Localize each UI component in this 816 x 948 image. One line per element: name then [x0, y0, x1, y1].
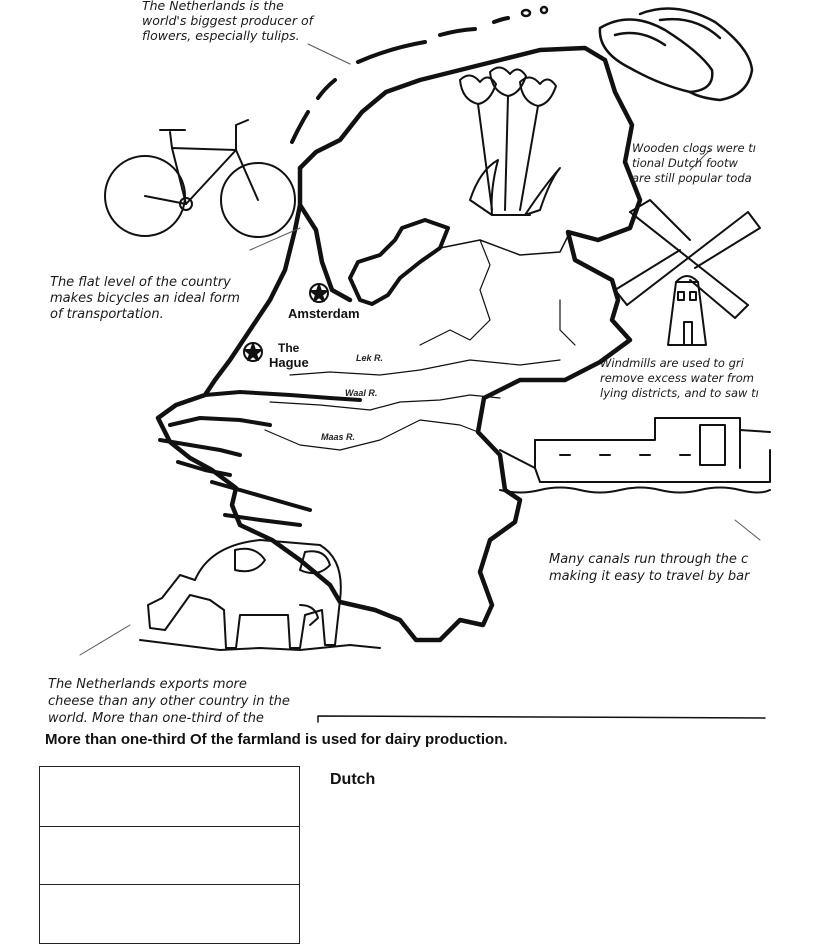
windmills-caption — [600, 356, 759, 401]
farmland-statement: More than one-third Of the farmland is used for dairy production. — [45, 731, 508, 748]
cheese-caption — [48, 676, 290, 727]
flowers-line-3: flowers, especially tulips. — [142, 28, 300, 43]
flowers-line-2: world's biggest producer of — [142, 13, 313, 28]
windmills-line-3: lying districts, and to saw tı — [600, 386, 759, 400]
lek-river-label: Lek R. — [356, 353, 384, 363]
ijsselmeer — [350, 220, 448, 304]
clogs-line-1: Wooden clogs were tı — [632, 141, 756, 155]
tulips-drawing — [460, 67, 560, 215]
bicycles-line-3: of transportation. — [50, 307, 164, 322]
bicycles-caption — [50, 275, 240, 323]
canals-caption — [549, 551, 749, 585]
canals-line-1: Many canals run through the c — [549, 552, 749, 567]
windmill-drawing — [615, 200, 760, 345]
bicycles-line-2: makes bicycles an ideal form — [50, 291, 240, 306]
clogs-line-3: are still popular toda — [632, 171, 752, 185]
wadden-islands — [292, 7, 547, 142]
bicycles-line-1: The flat level of the country — [50, 275, 231, 290]
waal-river-label: Waal R. — [345, 388, 378, 398]
the-hague-label-line-2: Hague — [269, 355, 309, 370]
maas-river-label: Maas R. — [321, 432, 356, 442]
clogs-line-2: tional Dutch footw — [632, 156, 738, 170]
amsterdam-label: Amsterdam — [288, 306, 360, 321]
canals-line-2: making it easy to travel by bar — [549, 569, 750, 584]
cheese-line-2: cheese than any other country in the — [48, 694, 290, 709]
cheese-line-3: world. More than one-third of the — [48, 711, 264, 726]
flag-drawing-box[interactable] — [39, 766, 300, 944]
wooden-clogs-drawing — [600, 9, 752, 100]
bicycle-drawing — [105, 120, 295, 237]
cheese-line-1: The Netherlands exports more — [48, 677, 247, 692]
the-hague-label-line-1: The — [278, 341, 300, 355]
flag-label: Dutch — [330, 771, 376, 788]
clogs-caption — [632, 141, 756, 186]
windmills-line-2: remove excess water from — [600, 371, 754, 385]
canal-boat-drawing — [500, 418, 770, 493]
windmills-line-1: Windmills are used to gri — [600, 356, 744, 370]
flag-stripe-top[interactable] — [40, 767, 299, 826]
flag-stripe-middle[interactable] — [40, 826, 299, 885]
flowers-caption — [142, 0, 313, 43]
flag-stripe-bottom[interactable] — [40, 884, 299, 943]
flowers-line-1: The Netherlands is the — [142, 0, 284, 13]
cow-drawing — [140, 540, 380, 650]
